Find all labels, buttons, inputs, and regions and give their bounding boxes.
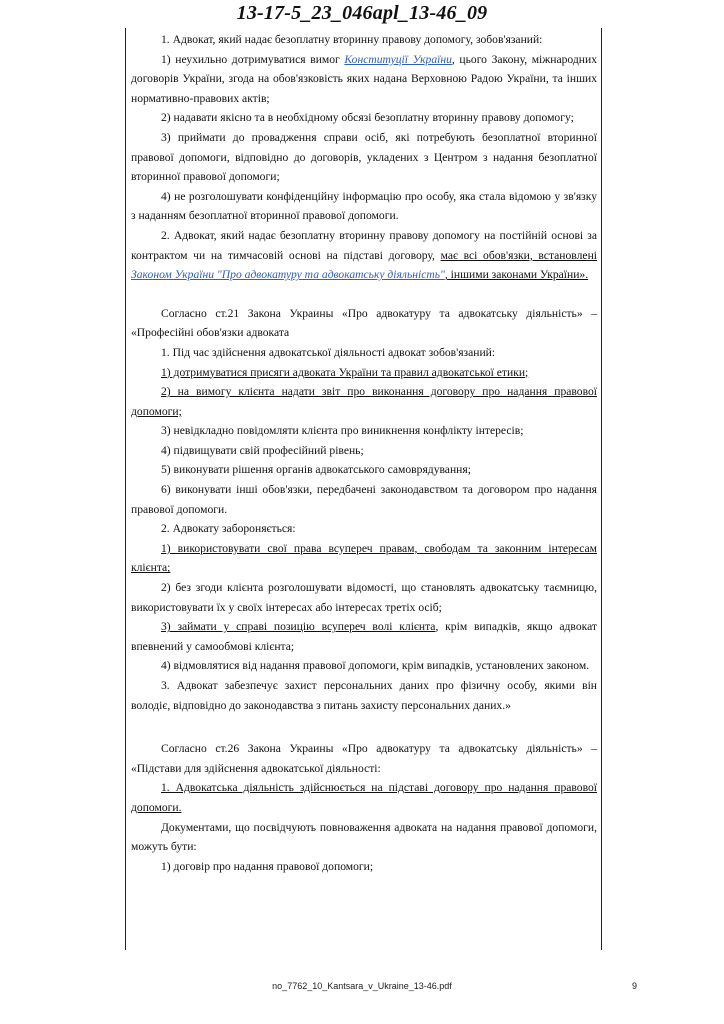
paragraph: Согласно ст.26 Закона Украины «Про адвокатуру та адвокатську діяльність» – «Підстави для здійснення адвокатської діяльності: bbox=[131, 742, 597, 775]
constitution-link[interactable]: Конституції України bbox=[344, 52, 452, 66]
underlined-text: 1) використовувати свої права всупереч правам, свободам та законним інтересам клієнта; bbox=[131, 541, 597, 575]
underlined-text: 1. Адвокатська діяльність здійснюється на підставі договору про надання правової допомоги. bbox=[131, 781, 597, 814]
paragraph: 1) договір про надання правової допомоги; bbox=[161, 859, 374, 873]
underlined-text: 3) займати у справі позицію всупереч волі клієнта bbox=[161, 620, 436, 634]
spacer bbox=[131, 285, 597, 304]
paragraph: 2. Адвокату забороняється: bbox=[161, 522, 296, 536]
paragraph: 4) підвищувати свій професійний рівень; bbox=[161, 443, 364, 457]
paragraph: 6) виконувати інші обов'язки, передбачені законодавством та договором про надання правової допомоги. bbox=[131, 483, 597, 516]
text-run: , крім випадків, якщо адвокат впевнений у самообмові клієнта; bbox=[131, 620, 597, 653]
page-number: 9 bbox=[632, 981, 638, 991]
footer-filename: no_7762_10_Kantsara_v_Ukraine_13-46.pdf bbox=[272, 981, 452, 991]
paragraph: Согласно ст.21 Закона Украины «Про адвокатуру та адвокатську діяльність» – «Професійні обов'язки адвоката bbox=[131, 306, 597, 340]
spacer bbox=[131, 715, 597, 739]
paragraph: 3. Адвокат забезпечує захист персональних даних про фізичну особу, якими він володіє, відповідно до законодавства з питань захисту персональних даних.» bbox=[131, 679, 597, 712]
paragraph: 1. Під час здійснення адвокатської діяльності адвокат зобов'язаний: bbox=[161, 345, 496, 359]
paragraph bbox=[131, 382, 597, 421]
advocacy-law-link[interactable]: Законом України "Про адвокатуру та адвокатську діяльність" bbox=[131, 268, 445, 282]
paragraph: 3) невідкладно повідомляти клієнта про виникнення конфлікту інтересів; bbox=[161, 424, 524, 438]
paragraph: 1. Адвокат, який надає безоплатну вторинну правову допомогу, зобов'язаний: bbox=[161, 33, 543, 46]
paragraph: 4) не розголошувати конфіденційну інформацію про особу, яка стала відомою у зв'язку з наданням безоплатної вторинної правової допомоги. bbox=[131, 189, 597, 223]
paragraph: 4) відмовлятися від надання правової допомоги, крім випадків, установлених законом. bbox=[161, 659, 590, 673]
document-body bbox=[131, 30, 597, 876]
paragraph: 3) приймати до провадження справи осіб, які потребують безоплатної вторинної правової допомоги, відповідно до договорів, укладених з Центром з надання безоплатної вторинної правової допомоги; bbox=[131, 130, 597, 184]
paragraph bbox=[131, 617, 597, 656]
paragraph bbox=[131, 778, 597, 817]
paragraph bbox=[131, 50, 597, 109]
text-run: 1) неухильно дотримуватися вимог bbox=[161, 52, 345, 66]
underlined-text: , іншими законами України». bbox=[444, 268, 589, 282]
left-margin-rule bbox=[125, 28, 126, 950]
text-run: , цього Закону, міжнародних договорів України, згода на обов'язковість яких надана Верховною Радою України, та інших нормативно-правових актів; bbox=[131, 52, 597, 105]
underlined-text: 1) дотримуватися присяги адвоката України та правил адвокатської етики; bbox=[161, 365, 529, 379]
paragraph bbox=[131, 363, 597, 383]
paragraph: 2) без згоди клієнта розголошувати відомості, що становлять адвокатську таємницю, використовувати їх у своїх інтересах або інтересах третіх осіб; bbox=[131, 581, 597, 614]
paragraph bbox=[131, 539, 597, 578]
right-margin-rule bbox=[601, 28, 602, 950]
paragraph: 5) виконувати рішення органів адвокатського самоврядування; bbox=[161, 463, 471, 477]
text-run: 2. Адвокат, який надає безоплатну вторинну правову допомогу на постійній основі за контрактом чи на тимчасовій основі на підставі договору, bbox=[131, 228, 597, 262]
page-header-title: 13-17-5_23_046apl_13-46_09 bbox=[236, 2, 488, 24]
underlined-text: 2) на вимогу клієнта надати звіт про виконання договору про надання правової допомоги; bbox=[131, 385, 597, 418]
paragraph: 2) надавати якісно та в необхідному обсязі безоплатну вторинну правову допомогу; bbox=[161, 111, 574, 125]
paragraph: Документами, що посвідчують повноваження адвоката на надання правової допомоги, можуть бути: bbox=[131, 820, 597, 854]
underlined-text: має всі обов'язки, встановлені bbox=[440, 248, 597, 262]
paragraph bbox=[131, 226, 597, 285]
